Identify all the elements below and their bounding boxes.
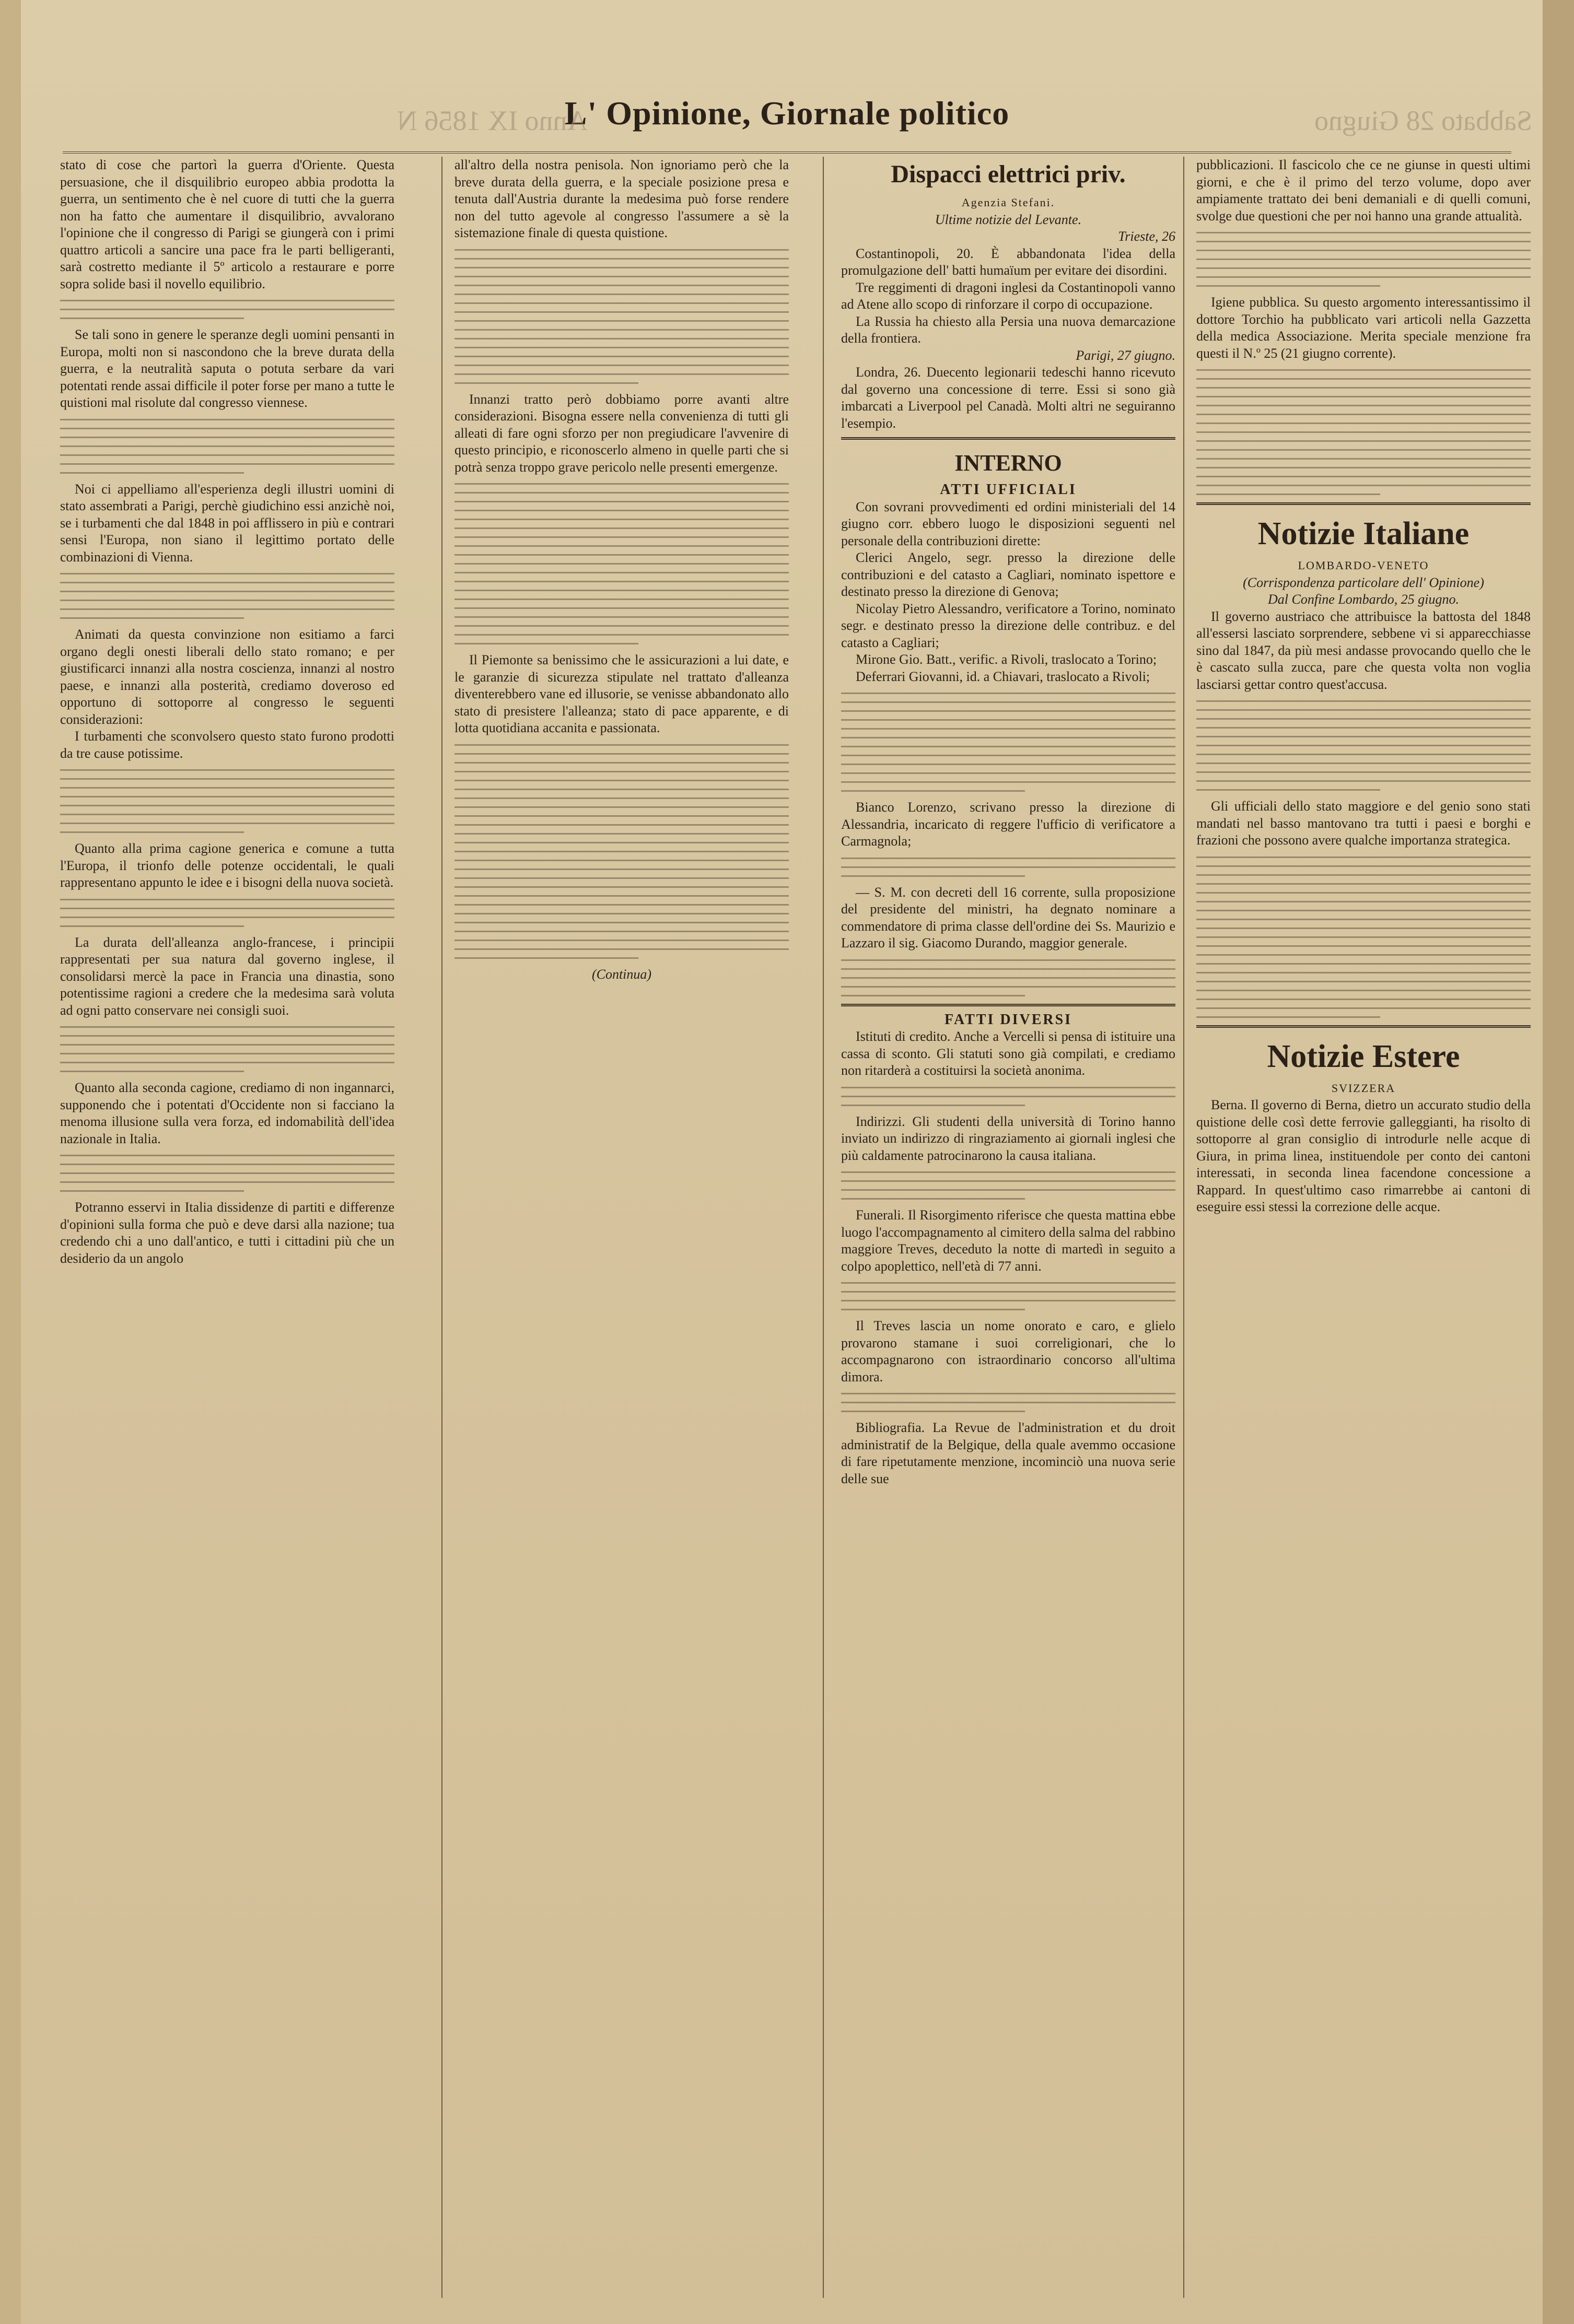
- text-line: [60, 1053, 394, 1054]
- dispatch-1: Costantinopoli, 20. È abbandonata l'idea della promulgazione dell' batti humaïum per evitare dei disordini.: [841, 245, 1175, 278]
- text-line: [1196, 1016, 1380, 1018]
- text-line: [1196, 387, 1531, 389]
- agency-label: Agenzia Stefani.: [961, 196, 1055, 209]
- column-separator-2: [823, 157, 824, 2298]
- col4-text-block-1: [1196, 232, 1531, 287]
- fatti-para-1: Istituti di credito. Anche a Vercelli si pensa di istituire una cassa di sconto. Gli statuti sono già compilati, e crediamo non ritarderà a costituirsi la società anonima.: [841, 1029, 1175, 1078]
- text-line: [454, 554, 789, 556]
- text-line: [841, 1393, 1175, 1394]
- atti-text: Con sovrani provvedimenti ed ordini ministeriali del 14 giugno corr. ebbero luogo le disposizioni seguenti nel personale della contribuzioni dirette:: [841, 499, 1175, 548]
- text-line: [454, 922, 789, 923]
- text-line: [841, 1411, 1025, 1412]
- col2-text-block-1: [454, 249, 789, 384]
- text-line: [60, 805, 394, 806]
- page-edge-right: [1543, 0, 1574, 2324]
- text-line: [60, 1190, 244, 1192]
- text-line: [841, 781, 1175, 783]
- text-line: [454, 302, 789, 304]
- text-line: [841, 710, 1175, 712]
- text-line: [454, 895, 789, 897]
- text-line: [60, 1155, 394, 1156]
- text-line: [841, 1198, 1025, 1200]
- col1-para9: Potranno esservi in Italia dissidenze di partiti e differenze d'opinioni sulla forma che può e deve darsi alla nazione; tua credendo chi a uno dall'antico, e tutti i cittadini più che un desiderio da un angolo: [60, 1200, 394, 1266]
- text-line: [1196, 485, 1531, 486]
- atti-para-6: Bianco Lorenzo, scrivano presso la direzione di Alessandria, incaricato di reggere l'ufficio di verificatore a Carmagnola;: [841, 800, 1175, 849]
- text-line: [60, 472, 244, 474]
- text-line: [454, 868, 789, 870]
- text-line: [1196, 780, 1531, 782]
- text-line: [1196, 467, 1531, 468]
- text-line: [1196, 789, 1380, 791]
- col4-text-block-4: [1196, 856, 1531, 1018]
- col2-para1: all'altro della nostra penisola. Non ignoriamo però che la breve durata della guerra, e la speciale posizione presa e tenuta dall'Austria durante la medesima può forse rendere non del tutto agevole al congresso l'assumere a sè la sistemazione finale di questa quistione.: [454, 157, 789, 240]
- text-line: [1196, 494, 1380, 495]
- text-line: [454, 267, 789, 268]
- text-line: [454, 356, 789, 357]
- dateline-parigi: Parigi, 27 giugno.: [1076, 347, 1175, 363]
- text-line: [1196, 754, 1531, 755]
- text-line: [454, 904, 789, 906]
- text-line: [1196, 883, 1531, 885]
- text-line: [60, 796, 394, 797]
- text-line: [1196, 910, 1531, 911]
- text-line: [454, 824, 789, 826]
- text-line: [1196, 901, 1531, 902]
- text-line: [454, 616, 789, 618]
- text-line: [454, 598, 789, 600]
- text-line: [841, 1180, 1175, 1182]
- text-line: [60, 1071, 244, 1072]
- text-line: [1196, 259, 1531, 260]
- dateline-lombardo: Dal Confine Lombardo, 25 giugno.: [1268, 592, 1459, 607]
- text-line: [60, 917, 394, 918]
- text-line: [841, 1291, 1175, 1293]
- col3-text-block-7: [841, 1393, 1175, 1412]
- text-line: [841, 755, 1175, 756]
- page-edge-left: [0, 0, 21, 2324]
- text-line: [1196, 276, 1531, 278]
- text-line: [1196, 972, 1531, 973]
- dispatch-4: Londra, 26. Duecento legionarii tedeschi hanno ricevuto dal governo una concessione di terre. Essi si sono già imbarcati a Liverpool pel Canadà. Molti altri ne seguiranno l'esempio.: [841, 365, 1175, 431]
- col3-text-block-4: [841, 1087, 1175, 1106]
- col3-text-block-1: [841, 692, 1175, 792]
- col4-para1: pubblicazioni. Il fascicolo che ce ne giunse in questi ultimi giorni, e che è il primo del terzo volume, dopo aver ampiamente trattato dei beni demaniali e di quelli comuni, svolge due questioni che per noi hanno una grande attualità.: [1196, 157, 1531, 224]
- text-line: [60, 814, 394, 815]
- text-line: [454, 877, 789, 879]
- text-line: [841, 1171, 1175, 1173]
- text-line: [1196, 267, 1531, 269]
- text-line: [454, 294, 789, 295]
- col1-text-block-5: [60, 899, 394, 927]
- text-line: [841, 719, 1175, 721]
- col3-text-block-3: [841, 959, 1175, 996]
- text-line: [1196, 981, 1531, 982]
- text-line: [454, 276, 789, 277]
- text-line: [454, 771, 789, 772]
- text-line: [60, 1062, 394, 1063]
- text-line: [60, 600, 394, 601]
- text-line: [454, 373, 789, 375]
- text-line: [1196, 999, 1531, 1000]
- text-line: [841, 1096, 1175, 1097]
- text-line: [1196, 241, 1531, 242]
- column-separator-3: [1183, 157, 1184, 2298]
- col1-para6: Quanto alla prima cagione generica e comune a tutta l'Europa, il trionfo delle potenze occidentali, le quali rappresentano appunto le idee e i bisogni della nuova società.: [60, 841, 394, 890]
- text-line: [454, 931, 789, 932]
- text-line: [60, 419, 394, 420]
- text-line: [1196, 954, 1531, 956]
- text-line: [454, 483, 789, 485]
- col3-text-block-2: [841, 858, 1175, 877]
- text-line: [454, 329, 789, 331]
- text-line: [1196, 232, 1531, 233]
- text-line: [454, 519, 789, 520]
- text-line: [841, 977, 1175, 979]
- dispatch-2: Tre reggimenti di dragoni inglesi da Costantinopoli vanno ad Atene allo scopo di rinforzare il corpo di occupazione.: [841, 279, 1175, 312]
- text-line: [1196, 449, 1531, 451]
- text-line: [454, 492, 789, 494]
- fatti-para-3: Funerali. Il Risorgimento riferisce che questa mattina ebbe luogo l'accompagnamento al cimitero della salma del rabbino maggiore Treves, deceduto la notte di martedì in seguito a colpo apoplettico, nell'età di 77 anni.: [841, 1207, 1175, 1274]
- continua-label: (Continua): [591, 966, 652, 982]
- fatti-para-5: Bibliografia. La Revue de l'administration et du droit administratif de la Belgique, della quale avemmo occasione di fare ripetutamente menzione, incominciò una nuova serie delle sue: [841, 1420, 1175, 1486]
- text-line: [60, 778, 394, 780]
- text-line: [454, 607, 789, 609]
- text-line: [60, 582, 394, 583]
- svizzera-label: SVIZZERA: [1331, 1081, 1396, 1095]
- text-line: [1196, 1007, 1531, 1009]
- fatti-heading: FATTI DIVERSI: [944, 1011, 1072, 1028]
- section-rule-3: [1196, 502, 1531, 505]
- text-line: [60, 787, 394, 789]
- text-line: [60, 769, 394, 771]
- column-3: [841, 157, 1175, 2298]
- col4-text-block-2: [1196, 369, 1531, 495]
- text-line: [60, 300, 394, 301]
- text-line: [60, 908, 394, 909]
- section-rule-4: [1196, 1025, 1531, 1028]
- text-line: [60, 925, 244, 927]
- latest-news-label: Ultime notizie del Levante.: [935, 212, 1082, 227]
- text-line: [454, 285, 789, 286]
- col1-para5: I turbamenti che sconvolsero questo stato furono prodotti da tre cause potissime.: [60, 729, 394, 761]
- text-line: [841, 728, 1175, 730]
- text-line: [60, 1035, 394, 1037]
- notizie-estere-heading: Notizie Estere: [1267, 1038, 1460, 1074]
- text-line: [1196, 458, 1531, 460]
- text-line: [1196, 736, 1531, 737]
- text-line: [60, 823, 394, 824]
- text-line: [454, 940, 789, 941]
- fatti-para-4: Il Treves lascia un nome onorato e caro, e glielo provarono stamane i suoi correligionari, che lo accompagnarono con istraordinario concorso all'ultima dimora.: [841, 1318, 1175, 1384]
- text-line: [454, 590, 789, 591]
- section-rule-2: [841, 1004, 1175, 1006]
- text-line: [1196, 414, 1531, 415]
- text-line: [1196, 892, 1531, 894]
- text-line: [454, 501, 789, 502]
- atti-para-3: Nicolay Pietro Alessandro, verificatore a Torino, nominato segr. e destinato presso la direzione delle contribuz. e del catasto a Cagliari;: [841, 601, 1175, 650]
- text-line: [454, 536, 789, 538]
- col2-text-block-3: [454, 744, 789, 959]
- atti-para-7: — S. M. con decreti dell 16 corrente, sulla proposizione del presidente del ministri, ha degnato nominare a commendatore di prima classe dell'ordine dei Ss. Maurizio e Lazzaro il sig. Giacomo Durando, maggior generale.: [841, 884, 1175, 950]
- text-line: [841, 959, 1175, 961]
- fatti-para-2: Indirizzi. Gli studenti della università di Torino hanno inviato un indirizzo di ringraziamento ai giornali inglesi che più caldamente patrocinarono la causa italiana.: [841, 1113, 1175, 1163]
- text-line: [841, 737, 1175, 738]
- text-line: [1196, 700, 1531, 702]
- masthead-rule: [63, 151, 1511, 154]
- text-line: [60, 445, 394, 447]
- text-line: [60, 428, 394, 429]
- text-line: [454, 762, 789, 764]
- text-line: [60, 617, 244, 619]
- text-line: [60, 454, 394, 456]
- text-line: [454, 806, 789, 808]
- text-line: [60, 899, 394, 900]
- text-line: [1196, 762, 1531, 764]
- text-line: [841, 866, 1175, 868]
- text-line: [60, 437, 394, 438]
- text-line: [1196, 709, 1531, 711]
- atti-para-2: Clerici Angelo, segr. presso la direzione delle contribuzioni e del catasto a Cagliari, nominato ispettore e destinato presso la direzione di Genova;: [841, 550, 1175, 599]
- col2-para3: Il Piemonte sa benissimo che le assicurazioni a lui date, e le garanzie di sicurezza stipulate nel trattato d'alleanza diventerebbero vane ed illusorie, se venisse abbandonato allo stato di presistere l'alleanza; stato di pace apparente, e di lotta quotidiana accanita e passionata.: [454, 652, 789, 735]
- text-line: [454, 833, 789, 835]
- text-line: [60, 1026, 394, 1028]
- text-line: [454, 815, 789, 817]
- text-line: [841, 986, 1175, 988]
- text-line: [1196, 856, 1531, 858]
- text-line: [1196, 727, 1531, 729]
- text-line: [841, 1402, 1175, 1403]
- text-line: [454, 347, 789, 348]
- correspondence-label: (Corrispondenza particolare dell' Opinione): [1243, 574, 1484, 590]
- text-line: [60, 1181, 394, 1183]
- text-line: [454, 625, 789, 627]
- text-line: [60, 309, 394, 310]
- col1-para8: Quanto alla seconda cagione, crediamo di non ingannarci, supponendo che i potentati d'Occidente non si facciano la menoma illusione sulla vera forza, ed indomabilità dell'idea nazionale in Italia.: [60, 1080, 394, 1146]
- masthead-bleed-left: Anno IX 1856 N: [397, 105, 588, 136]
- text-line: [841, 746, 1175, 747]
- text-line: [454, 851, 789, 852]
- text-line: [1196, 745, 1531, 746]
- col1-text-block-2: [60, 419, 394, 474]
- text-line: [841, 1087, 1175, 1088]
- col4-para2: Igiene pubblica. Su questo argomento interessantissimo il dottore Torchio ha pubblicato vari articoli nella Gazzetta della medica Associazione. Merita speciale menzione fra questi il N.º 25 (21 giugno corrente).: [1196, 295, 1531, 361]
- text-line: [1196, 369, 1531, 371]
- text-line: [454, 545, 789, 547]
- text-line: [454, 789, 789, 790]
- text-line: [454, 510, 789, 511]
- col1-text-block-1: [60, 300, 394, 319]
- atti-heading: ATTI UFFICIALI: [940, 482, 1077, 498]
- atti-para-4: Mirone Gio. Batt., verific. a Rivoli, traslocato a Torino;: [856, 652, 1157, 667]
- dispatch-3: La Russia ha chiesto alla Persia una nuova demarcazione della frontiera.: [841, 313, 1175, 346]
- interno-heading: INTERNO: [954, 450, 1062, 476]
- text-line: [454, 365, 789, 366]
- text-line: [1196, 476, 1531, 477]
- text-line: [1196, 405, 1531, 406]
- col1-text-block-4: [60, 769, 394, 833]
- text-line: [454, 563, 789, 565]
- text-line: [454, 753, 789, 755]
- text-line: [841, 1105, 1025, 1106]
- text-line: [841, 1300, 1175, 1301]
- section-rule: [841, 437, 1175, 440]
- atti-para-5: Deferrari Giovanni, id. a Chiavari, traslocato a Rivoli;: [856, 668, 1150, 684]
- text-line: [1196, 936, 1531, 938]
- notizie-italiane-heading: Notizie Italiane: [1257, 516, 1470, 551]
- text-line: [1196, 963, 1531, 965]
- masthead-title: L' Opinione, Giornale politico: [564, 95, 1010, 132]
- text-line: [454, 320, 789, 322]
- col4-para4: Gli ufficiali dello stato maggiore e del genio sono stati mandati nel basso mantovano tra tutti i paesi e borghi e frazioni che possono avere qualche importanza strategica.: [1196, 799, 1531, 848]
- text-line: [841, 1189, 1175, 1191]
- text-line: [841, 692, 1175, 694]
- text-line: [454, 744, 789, 746]
- text-line: [454, 572, 789, 573]
- col4-para3: Il governo austriaco che attribuisce la battosta del 1848 all'essersi lasciato sorprendere, sebbene vi si apparecchiasse sino dal 1847, da più mesi andasse provocando quello che le è cascato sulla zucca, pare che questa volta non voglia lasciarsi gettar contro quest'accusa.: [1196, 608, 1531, 692]
- text-line: [841, 858, 1175, 859]
- text-line: [60, 1164, 394, 1165]
- text-line: [454, 249, 789, 251]
- col1-text-block-7: [60, 1155, 394, 1192]
- text-line: [841, 968, 1175, 970]
- text-line: [841, 1282, 1175, 1284]
- text-line: [454, 860, 789, 861]
- col1-para2: Se tali sono in genere le speranze degli uomini pensanti in Europa, molti non si nascondono che la breve durata della guerra, e la neutralità saputa o potuta serbare da vari potentati rende assai difficile il poter forse per mano a tutte le quistioni mal risolute dal congresso viennese.: [60, 327, 394, 410]
- text-line: [1196, 285, 1380, 287]
- text-line: [1196, 718, 1531, 720]
- text-line: [454, 886, 789, 888]
- text-line: [60, 1044, 394, 1046]
- text-line: [60, 318, 244, 319]
- masthead: [31, 94, 1543, 157]
- text-line: [454, 957, 638, 959]
- col1-text-block-6: [60, 1026, 394, 1072]
- col1-para1: stato di cose che partorì la guerra d'Oriente. Questa persuasione, che il disquilibrio europeo abbia prodotta la guerra, un sentimento che è nel cuore di tutti che la guerra non ha fatto che aumentare il disquilibrio, avvalorano l'opinione che il congresso di Parigi se giungerà con i primi quattro articoli a sancire una pace fra le parti belligeranti, sarà costretto mediante il 5º articolo a restaurare e porre sopra solide basi il novello equilibrio.: [60, 157, 394, 291]
- text-line: [60, 591, 394, 592]
- text-line: [60, 463, 394, 465]
- text-line: [1196, 396, 1531, 397]
- text-line: [1196, 771, 1531, 773]
- text-line: [841, 772, 1175, 774]
- col1-para7: La durata dell'alleanza anglo-francese, i principii rappresentati per sua natura dal governo inglese, il consolidarsi mercè la pace in Francia una dinastia, sono potentissime ragioni a credere che la medesima sarà voluta ad ogni patto conservare nei consigli suoi.: [60, 934, 394, 1018]
- text-line: [454, 797, 789, 799]
- text-line: [1196, 378, 1531, 380]
- column-2: [454, 157, 789, 2298]
- text-line: [454, 913, 789, 914]
- col3-text-block-6: [841, 1282, 1175, 1310]
- text-line: [454, 527, 789, 529]
- text-line: [1196, 250, 1531, 251]
- text-line: [60, 608, 394, 610]
- col3-text-block-5: [841, 1171, 1175, 1200]
- text-line: [454, 581, 789, 582]
- col4-text-block-3: [1196, 700, 1531, 791]
- text-line: [841, 764, 1175, 765]
- text-line: [60, 573, 394, 574]
- text-line: [1196, 874, 1531, 876]
- text-line: [454, 643, 638, 644]
- text-line: [841, 1309, 1025, 1310]
- col2-para2: Innanzi tratto però dobbiamo porre avanti altre considerazioni. Bisogna essere nella convenienza di tutti gli alleati di fare ogni sforzo per non pregiudicare l'avvenire di questo principio, e riconoscerlo almeno in quelle parti che si potrà senza troppo grave pericolo nelle presenti emergenze.: [454, 391, 789, 475]
- col1-text-block-3: [60, 573, 394, 619]
- text-line: [454, 311, 789, 313]
- text-line: [1196, 440, 1531, 442]
- col1-para4: Animati da questa convinzione non esitiamo a farci organo degli onesti liberali dello stato romano; e per giustificarci innanzi alla nostra coscienza, innanzi al nostro paese, e innanzi alla posterità, crediamo doveroso ed opportuno di sottoporre al congresso le seguenti considerazioni:: [60, 627, 394, 727]
- text-line: [60, 1172, 394, 1174]
- text-line: [454, 948, 789, 950]
- text-line: [1196, 928, 1531, 929]
- text-line: [454, 634, 789, 636]
- text-line: [841, 875, 1025, 877]
- text-line: [1196, 422, 1531, 424]
- text-line: [1196, 431, 1531, 433]
- col1-para3: Noi ci appelliamo all'esperienza degli illustri uomini di stato assembrati a Parigi, perchè giudichino essi anzichè noi, se i turbamenti che dal 1848 in poi afflissero in più e contrari sensi l'Europa, non siano il legittimo portato delle combinazioni di Vienna.: [60, 481, 394, 565]
- text-line: [454, 338, 789, 339]
- text-line: [60, 831, 244, 833]
- masthead-bleed-right: Sabbato 28 Giugno: [1314, 105, 1532, 136]
- text-line: [1196, 919, 1531, 920]
- text-line: [841, 701, 1175, 703]
- col2-text-block-2: [454, 483, 789, 644]
- lombardo-veneto-label: LOMBARDO-VENETO: [1298, 559, 1429, 572]
- column-4: [1196, 157, 1531, 2298]
- text-line: [1196, 865, 1531, 867]
- text-line: [841, 790, 1025, 792]
- dateline-trieste: Trieste, 26: [1118, 229, 1175, 244]
- text-line: [1196, 990, 1531, 991]
- text-line: [841, 995, 1025, 996]
- column-separator-1: [441, 157, 442, 2298]
- text-line: [454, 382, 638, 384]
- text-line: [454, 842, 789, 843]
- col4-para5: Berna. Il governo di Berna, dietro un accurato studio della quistione delle così dette ferrovie galleggianti, ha risolto di sottoporre al gran consiglio di introdurle nelle acque di Giura, in prima linea, instituendole per conto dei cantoni interessati, in seconda linea facendone concessione a Rappard. In quest'ultimo caso rimarrebbe ai cantoni di eseguire essi stessi la correzione delle acque.: [1196, 1097, 1531, 1214]
- column-1: [60, 157, 394, 2298]
- text-line: [1196, 945, 1531, 947]
- text-line: [454, 258, 789, 260]
- text-line: [454, 780, 789, 781]
- dispatch-title: Dispacci elettrici priv.: [891, 160, 1126, 188]
